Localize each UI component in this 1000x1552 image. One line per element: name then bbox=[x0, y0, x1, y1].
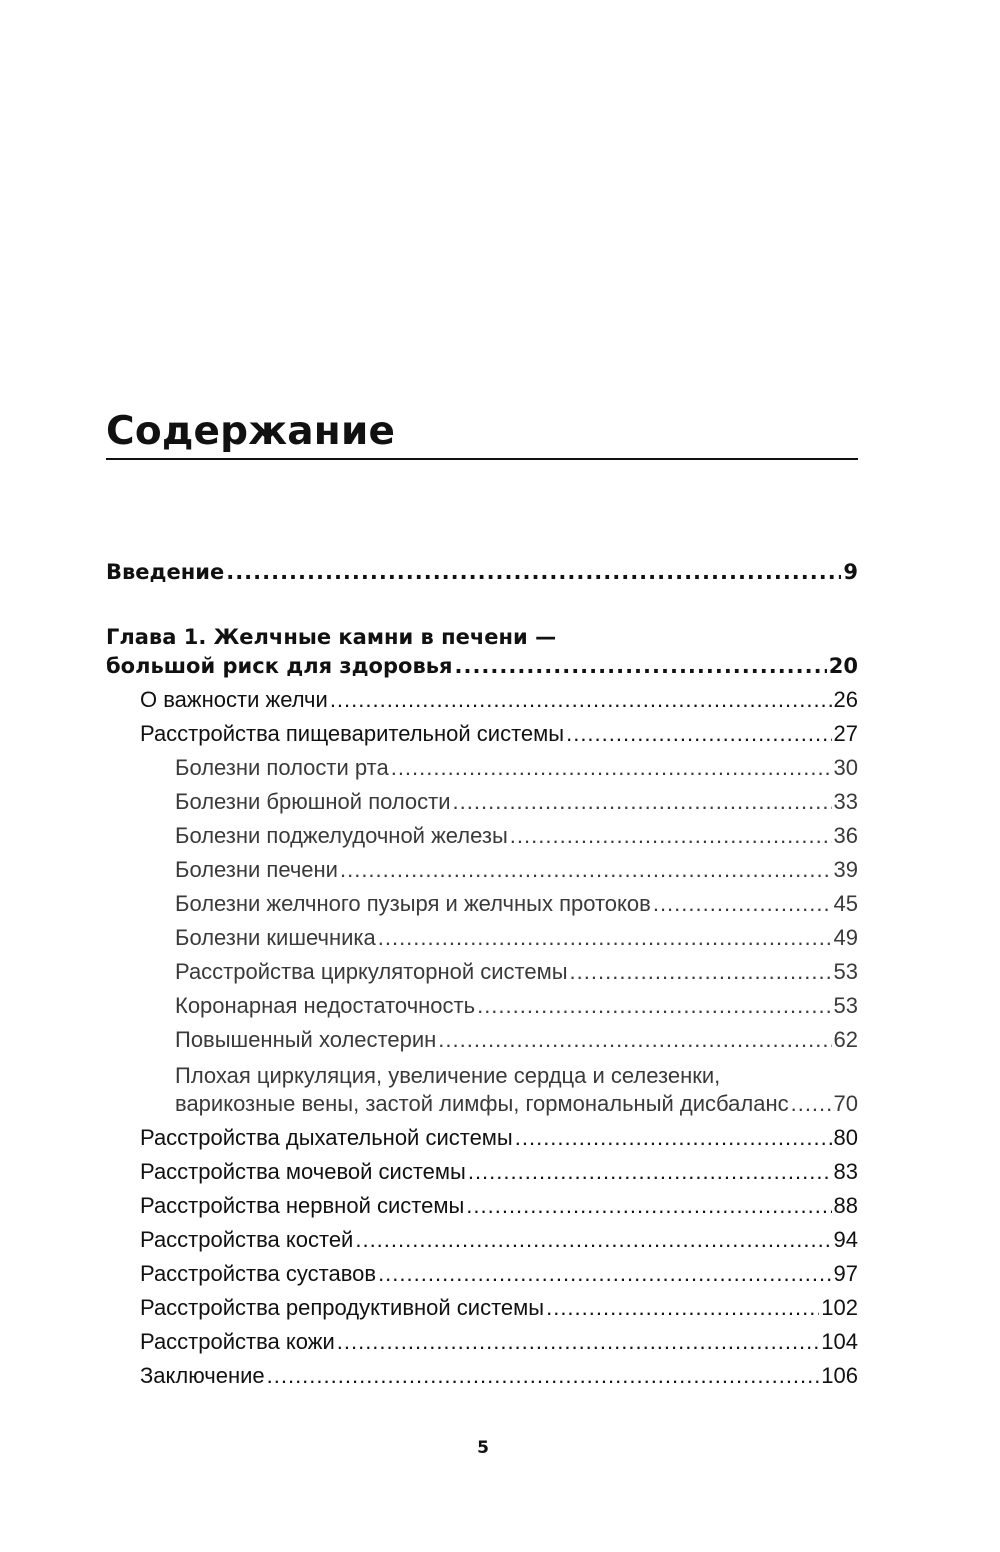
toc-leader-dots bbox=[337, 1325, 820, 1359]
toc-leader-dots bbox=[510, 819, 832, 853]
toc-subentry[interactable] bbox=[175, 1023, 858, 1057]
toc-subentry[interactable] bbox=[175, 819, 858, 853]
toc-label: Расстройства суставов bbox=[140, 1261, 377, 1286]
toc-label: Повышенный холестерин bbox=[175, 1027, 437, 1052]
toc-label: Болезни печени bbox=[175, 857, 338, 882]
toc-subentry-circulation[interactable] bbox=[175, 1087, 858, 1121]
toc-entry[interactable] bbox=[140, 1189, 858, 1223]
toc-page-number: 33 bbox=[833, 789, 858, 814]
toc-leader-dots bbox=[515, 1121, 832, 1155]
toc-label: Коронарная недостаточность bbox=[175, 993, 476, 1018]
toc-label: Расстройства костей bbox=[140, 1227, 354, 1252]
toc-label: Расстройства кожи bbox=[140, 1329, 335, 1354]
toc-page-number: 45 bbox=[833, 891, 858, 916]
toc-leader-dots bbox=[340, 853, 832, 887]
toc-entry[interactable] bbox=[140, 683, 858, 717]
toc-leader-dots bbox=[226, 555, 841, 589]
toc-page-number: 80 bbox=[833, 1125, 858, 1150]
toc-page-number: 53 bbox=[833, 959, 858, 984]
toc-label: варикозные вены, застой лимфы, гормональный дисбаланс bbox=[175, 1091, 789, 1116]
toc-label: Расстройства мочевой системы bbox=[140, 1159, 466, 1184]
title-divider bbox=[106, 458, 858, 460]
toc-label: Болезни брюшной полости bbox=[175, 789, 451, 814]
toc-leader-dots bbox=[566, 717, 831, 751]
toc-entry[interactable] bbox=[140, 1359, 858, 1393]
toc-page-number: 27 bbox=[833, 721, 858, 746]
toc-page-number: 62 bbox=[833, 1027, 858, 1052]
toc-subentry[interactable] bbox=[175, 853, 858, 887]
toc-entry[interactable] bbox=[140, 1155, 858, 1189]
toc-label: О важности желчи bbox=[140, 687, 328, 712]
toc-page-number: 49 bbox=[833, 925, 858, 950]
toc-leader-dots bbox=[455, 649, 827, 683]
toc-page-number: 104 bbox=[821, 1329, 858, 1354]
toc-subentry[interactable] bbox=[175, 887, 858, 921]
toc-label: Расстройства пищеварительной системы bbox=[140, 721, 565, 746]
toc-leader-dots bbox=[438, 1023, 831, 1057]
toc-leader-dots bbox=[468, 1155, 832, 1189]
toc-leader-dots bbox=[477, 989, 831, 1023]
toc-label: большой риск для здоровья bbox=[106, 654, 453, 678]
toc-label: Заключение bbox=[140, 1363, 265, 1388]
toc-page-number: 102 bbox=[821, 1295, 858, 1320]
toc-leader-dots bbox=[378, 1257, 831, 1291]
page-number: 5 bbox=[477, 1438, 489, 1458]
toc-page-number: 39 bbox=[833, 857, 858, 882]
toc-page-number: 88 bbox=[833, 1193, 858, 1218]
toc-leader-dots bbox=[466, 1189, 831, 1223]
toc-subentry[interactable] bbox=[175, 955, 858, 989]
toc-leader-dots bbox=[453, 785, 832, 819]
toc-leader-dots bbox=[791, 1087, 832, 1121]
toc-label: Расстройства циркуляторной системы bbox=[175, 959, 568, 984]
toc-label: Введение bbox=[106, 560, 225, 584]
toc-entry[interactable] bbox=[140, 1291, 858, 1325]
toc-leader-dots bbox=[653, 887, 832, 921]
toc-label: Болезни полости рта bbox=[175, 755, 389, 780]
toc-label: Расстройства дыхательной системы bbox=[140, 1125, 513, 1150]
toc-label: Расстройства нервной системы bbox=[140, 1193, 465, 1218]
toc-subentry[interactable] bbox=[175, 921, 858, 955]
toc-page-number: 26 bbox=[833, 687, 858, 712]
toc-page-number: 70 bbox=[833, 1091, 858, 1116]
toc-leader-dots bbox=[378, 921, 832, 955]
toc-page-number: 97 bbox=[833, 1261, 858, 1286]
toc-leader-dots bbox=[355, 1223, 831, 1257]
toc-chapter-1-title-line-1[interactable]: Глава 1. Желчные камни в печени — bbox=[106, 625, 557, 649]
toc-entry-chapter-1[interactable] bbox=[106, 649, 858, 683]
toc-entry[interactable] bbox=[140, 1257, 858, 1291]
toc-page-number: 94 bbox=[833, 1227, 858, 1252]
toc-entry[interactable] bbox=[140, 1121, 858, 1155]
toc-page-number: 106 bbox=[821, 1363, 858, 1388]
toc-page-number: 83 bbox=[833, 1159, 858, 1184]
page-title: Содержание bbox=[106, 409, 396, 454]
toc-leader-dots bbox=[267, 1359, 820, 1393]
toc-page-number: 9 bbox=[843, 560, 858, 584]
toc-leader-dots bbox=[570, 955, 832, 989]
toc-leader-dots bbox=[391, 751, 832, 785]
toc-entry-introduction[interactable] bbox=[106, 555, 858, 589]
toc-label: Болезни кишечника bbox=[175, 925, 376, 950]
toc-label: Болезни поджелудочной железы bbox=[175, 823, 508, 848]
toc-entry[interactable] bbox=[140, 717, 858, 751]
toc-leader-dots bbox=[546, 1291, 819, 1325]
toc-label: Расстройства репродуктивной системы bbox=[140, 1295, 545, 1320]
toc-subentry[interactable] bbox=[175, 785, 858, 819]
toc-page-number: 30 bbox=[833, 755, 858, 780]
toc-entry[interactable] bbox=[140, 1325, 858, 1359]
toc-subentry[interactable] bbox=[175, 751, 858, 785]
toc-entry[interactable] bbox=[140, 1223, 858, 1257]
toc-page-number: 53 bbox=[833, 993, 858, 1018]
toc-leader-dots bbox=[330, 683, 832, 717]
toc-subentry-circulation-line-1[interactable]: Плохая циркуляция, увеличение сердца и селезенки, bbox=[175, 1063, 721, 1088]
toc-page-number: 20 bbox=[828, 654, 858, 678]
toc-subentry[interactable] bbox=[175, 989, 858, 1023]
toc-page-number: 36 bbox=[833, 823, 858, 848]
toc-label: Болезни желчного пузыря и желчных протоков bbox=[175, 891, 651, 916]
